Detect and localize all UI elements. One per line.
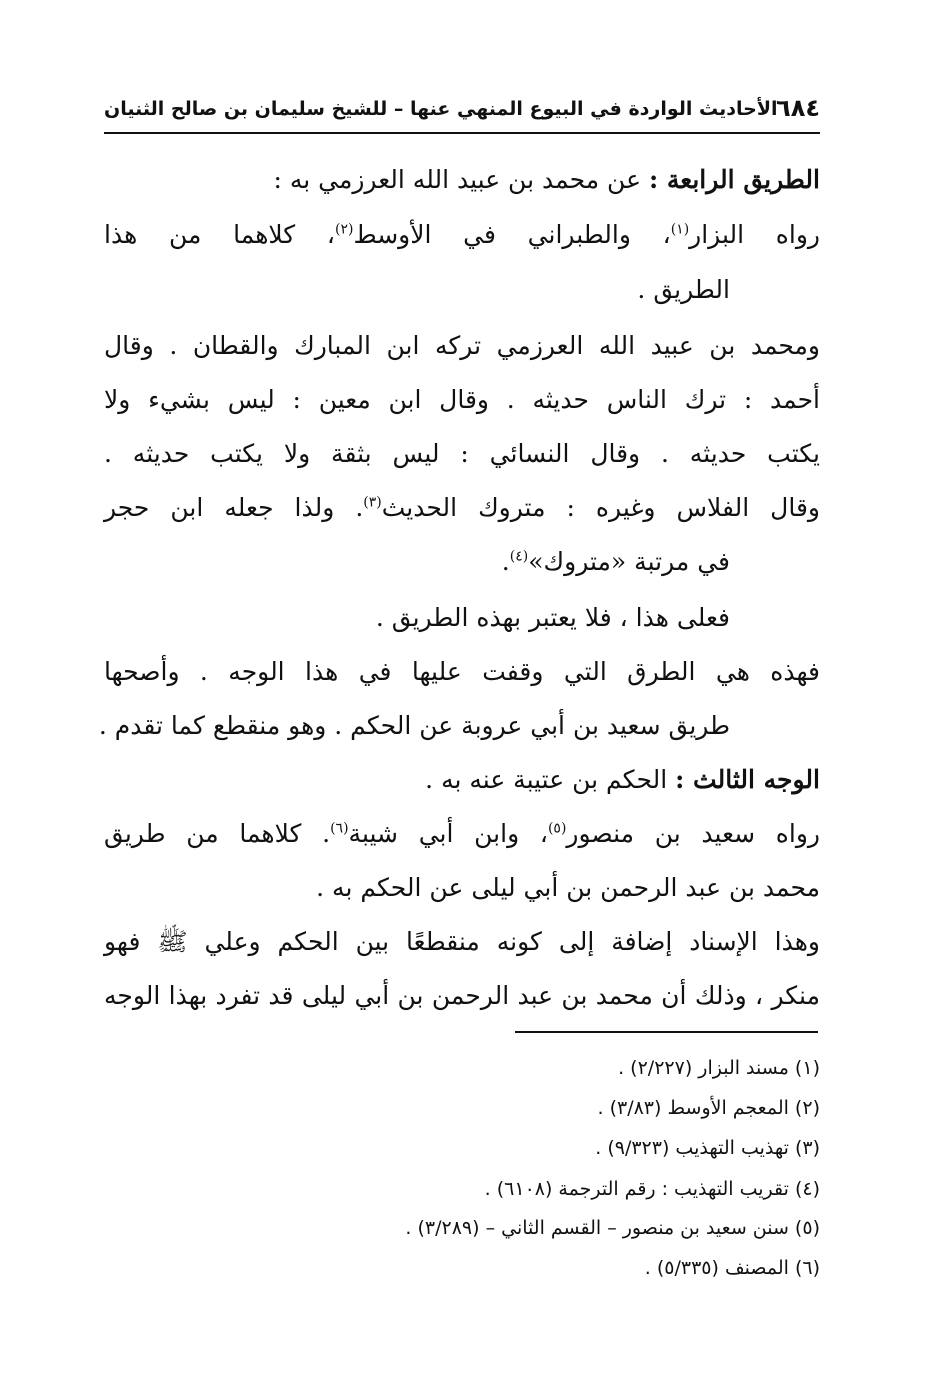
text-line <box>104 814 820 854</box>
footnote-ref[interactable]: (٣) <box>363 494 382 511</box>
text-line: فعلى هذا ، فلا يعتبر بهذه الطريق . <box>375 603 730 632</box>
text-line <box>104 488 820 528</box>
text-line: طريق سعيد بن أبي عروبة عن الحكم . وهو منقطع كما تقدم . <box>98 711 730 740</box>
section-heading: الطريق الرابعة : <box>648 165 820 194</box>
footnote: (٦) المصنف (٥/٣٣٥) . <box>644 1257 820 1279</box>
text-span: ، كلاهما من هذا <box>104 220 335 249</box>
footnote-ref[interactable]: (١) <box>670 221 690 238</box>
text-line: يكتب حديثه . وقال النسائي : ليس بثقة ولا يكتب حديثه . <box>104 439 820 468</box>
text-span: رواه سعيد بن منصور <box>566 819 820 848</box>
text-line: فهذه هي الطرق التي وقفت عليها في هذا الوجه . وأصحها <box>104 657 820 686</box>
text-line: ومحمد بن عبيد الله العرزمي تركه ابن المبارك والقطان . وقال <box>104 331 820 360</box>
text-line: الطريق . <box>637 275 730 304</box>
section-heading-line <box>425 760 820 800</box>
text-line <box>104 215 820 255</box>
text-line <box>502 542 730 582</box>
footnote-ref[interactable]: (٤) <box>509 548 529 565</box>
text-line: وهذا الإسناد إضافة إلى كونه منقطعًا بين الحكم وعلي ﷺ فهو <box>104 927 820 956</box>
text-span: . <box>501 547 510 576</box>
text-span: في مرتبة «متروك» <box>528 547 730 576</box>
footnote: (٢) المعجم الأوسط (٣/٨٣) . <box>597 1097 820 1119</box>
text-line: أحمد : ترك الناس حديثه . وقال ابن معين : ليس بشيء ولا <box>104 385 820 414</box>
text-span: رواه البزار <box>689 220 820 249</box>
footnote-ref[interactable]: (٥) <box>547 820 567 837</box>
running-title: الأحاديث الواردة في البيوع المنهي عنها – للشيخ سليمان بن صالح الثنيان <box>104 98 778 120</box>
text-span: وقال الفلاس وغيره : متروك الحديث <box>381 493 820 522</box>
section-text: الحكم بن عتيبة عنه به . <box>425 765 668 794</box>
text-span: . كلاهما من طريق <box>104 819 331 848</box>
footnote: (٥) سنن سعيد بن منصور – القسم الثاني – (٣/٢٨٩) . <box>405 1217 820 1239</box>
text-span: ، والطبراني في الأوسط <box>353 220 671 249</box>
footnote: (١) مسند البزار (٢/٢٢٧) . <box>618 1057 820 1079</box>
text-span: . ولذا جعله ابن حجر <box>104 493 364 522</box>
running-header <box>104 92 820 134</box>
text-line: منكر ، وذلك أن محمد بن عبد الرحمن بن أبي ليلى قد تفرد بهذا الوجه <box>104 981 820 1010</box>
section-heading-line <box>273 160 820 200</box>
footnote: (٣) تهذيب التهذيب (٩/٣٢٣) . <box>595 1137 820 1159</box>
footnote-ref[interactable]: (٦) <box>330 820 349 837</box>
footnote-ref[interactable]: (٢) <box>335 221 354 238</box>
footnote: (٤) تقريب التهذيب : رقم الترجمة (٦١٠٨) . <box>484 1178 820 1200</box>
text-span: ، وابن أبي شيبة <box>348 819 548 848</box>
section-heading: الوجه الثالث : <box>675 765 820 794</box>
footnote-separator <box>515 1031 818 1033</box>
section-text: عن محمد بن عبيد الله العرزمي به : <box>273 165 641 194</box>
page-number: ٦٨٤ <box>776 94 820 122</box>
text-line: محمد بن عبد الرحمن بن أبي ليلى عن الحكم به . <box>316 873 820 902</box>
